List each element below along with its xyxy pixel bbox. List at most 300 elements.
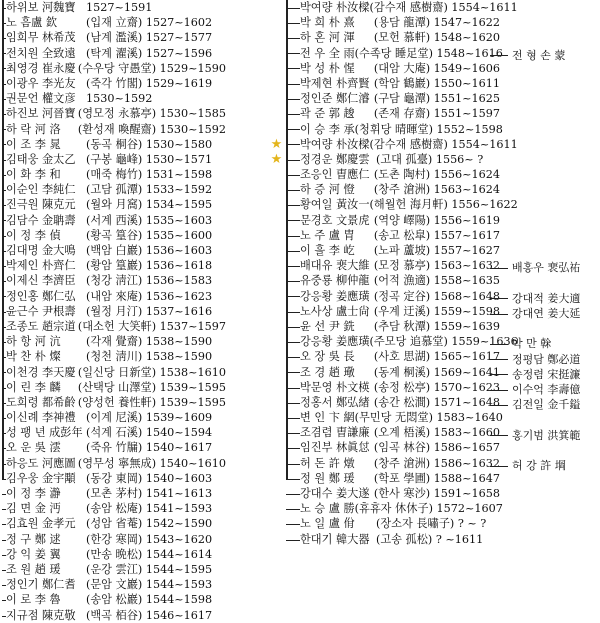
left-column-connector-tick <box>2 555 6 556</box>
left-column-entry <box>6 137 226 152</box>
right-column-entry-name: 정경운 鄭慶雲 <box>300 152 370 166</box>
left-column-entry-name: 하진보 河晉寶 <box>6 107 76 121</box>
right-column-connector-tick <box>286 388 300 389</box>
right-column-entry-name: 조겸렴 曺謙廉 <box>300 426 370 440</box>
left-column-connector-tick <box>2 38 6 39</box>
side-note-text: 강대적 姜大適 <box>512 291 581 305</box>
left-column-entry-info: (황곡 篁谷) 1535~1600 <box>86 228 213 242</box>
left-column-entry-info: (구봉 龜峰) 1530~1571 <box>86 152 213 166</box>
right-column-entry-info: (어적 漁適) 1558~1635 <box>373 274 500 288</box>
left-column-connector-tick <box>2 175 6 176</box>
right-column-entry-name: 강대수 姜大遂 <box>300 487 370 500</box>
right-column-entry-info: (동계 桐溪) 1569~1641 <box>373 365 500 379</box>
left-column-entry-info: (환성재 喚醒齋) 1530~1592 <box>77 122 226 136</box>
left-column-connector-tick <box>2 524 6 525</box>
right-column-entry <box>300 182 500 197</box>
right-column-entry <box>300 122 503 137</box>
left-column-entry <box>6 0 226 15</box>
left-column-entry-name: 김담수 金聃壽 <box>6 213 76 227</box>
left-column-entry <box>6 395 226 410</box>
side-note-text: 강대연 姜大延 <box>512 307 581 320</box>
right-column-entry <box>300 319 500 334</box>
side-note <box>490 47 565 63</box>
right-column-connector-tick <box>286 190 300 191</box>
left-column-entry-info: (송암 松庵) 1541~1593 <box>86 502 213 516</box>
right-column-entry-info: (감수재 感樹齋) 1554~1611 <box>369 137 518 151</box>
side-note <box>490 396 580 412</box>
right-column-entry <box>300 137 518 152</box>
right-column-connector-tick <box>286 281 300 282</box>
left-column-entry-name: 전치원 全致遠 <box>6 46 76 60</box>
left-column-connector-tick <box>2 84 6 85</box>
left-column-entry-name: 김우웅 金宇顒 <box>6 471 76 485</box>
side-note-connector <box>490 435 508 436</box>
side-note-connector <box>490 55 508 56</box>
right-column <box>300 0 518 547</box>
left-column-entry <box>6 410 226 425</box>
right-column-entry <box>300 395 500 410</box>
right-column-connector-tick <box>286 8 300 9</box>
side-note <box>490 290 580 306</box>
right-column-entry-name: 노사상 盧士尙 <box>300 304 370 318</box>
side-note-text: 전 형 손 蒙 <box>512 48 566 62</box>
right-column-connector-tick <box>286 418 300 419</box>
left-column-entry-name: 이제신 李濟臣 <box>6 274 76 288</box>
left-column-entry-info: (일신당 日新堂) 1538~1610 <box>77 365 226 379</box>
right-column-entry <box>300 0 518 15</box>
left-column-connector-tick <box>2 600 6 601</box>
right-column-connector-tick <box>286 23 300 24</box>
left-column-connector-tick <box>2 403 6 404</box>
right-column-connector-tick <box>286 357 300 358</box>
left-column-entry <box>6 182 226 197</box>
left-column-entry <box>6 425 226 440</box>
left-column-entry-info: (죽유 竹牖) 1540~1617 <box>86 441 213 455</box>
right-column-connector-tick <box>286 251 300 252</box>
left-column-entry-name: 최영경 崔永慶 <box>6 61 76 75</box>
left-column-entry <box>6 122 226 137</box>
right-column-entry <box>300 167 500 182</box>
side-note <box>490 457 566 473</box>
left-column-entry-info: (산택당 山澤堂) 1539~1595 <box>77 380 226 394</box>
side-note-connector <box>490 405 508 406</box>
left-column-entry <box>6 319 226 334</box>
right-column-entry-name: 문경호 文景虎 <box>300 213 370 227</box>
side-note-text: 이수억 李壽億 <box>512 383 581 396</box>
left-column-entry <box>6 258 226 273</box>
side-note <box>490 305 580 321</box>
side-note-text: 허 강 許 堈 <box>512 459 566 472</box>
right-column-entry-info: (임곡 林谷) 1586~1657 <box>373 441 500 455</box>
left-column-entry-name: 정인기 鄭仁耆 <box>6 578 76 592</box>
right-column-entry <box>300 334 518 349</box>
left-column-connector-tick <box>2 190 6 191</box>
left-column-entry-info: (양성헌 養性軒) 1539~1595 <box>77 395 226 409</box>
right-column-connector-tick <box>286 494 300 495</box>
right-column-entry-info: (모정 慕亭) 1563~1632 <box>373 259 500 273</box>
left-column-connector-tick <box>2 448 6 449</box>
left-column-entry-info: (송암 松巖) 1544~1598 <box>86 593 213 607</box>
right-column-entry-info: (학포 學圃) 1588~1647 <box>373 471 500 485</box>
side-note-connector <box>490 466 508 467</box>
side-note-connector <box>490 359 508 360</box>
left-column-connector-tick <box>2 53 6 54</box>
right-column-connector-tick <box>286 144 300 145</box>
left-column-connector-tick <box>2 570 6 571</box>
right-column-entry-name: 오 장 吳 長 <box>300 350 355 364</box>
left-column-entry-name: 조 원 趙 瑗 <box>6 562 61 576</box>
right-column-entry-name: 정 원 鄭 瑗 <box>300 471 355 485</box>
left-column-entry <box>6 516 226 531</box>
left-column-entry <box>6 91 226 106</box>
left-column-entry-name: 이 화 李 和 <box>6 168 61 182</box>
left-column-entry-name: 진극원 陳克元 <box>6 198 76 212</box>
left-column-entry-name: 박 찬 朴 燦 <box>6 350 61 364</box>
left-column-entry-info: (각재 覺齋) 1538~1590 <box>86 335 213 349</box>
right-column-entry-info: (우계 迂溪) 1559~1598 <box>373 304 500 318</box>
right-column-connector-tick <box>286 433 300 434</box>
right-column-entry <box>300 106 500 121</box>
right-column-entry-name: 박 희 朴 熹 <box>300 16 355 30</box>
right-column-entry-name: 박여량 朴汝樑 <box>300 1 370 14</box>
right-column-connector-tick <box>286 540 300 541</box>
right-column-entry-info: (역양 嶧陽) 1556~1619 <box>373 213 500 227</box>
right-column-entry <box>300 15 500 30</box>
left-column-entry <box>6 106 226 121</box>
right-column-connector-tick <box>286 84 300 85</box>
left-column-entry <box>6 547 226 562</box>
right-column-entry-info: (존재 存齋) 1551~1597 <box>373 107 500 121</box>
right-column-entry-name: 하 증 河 憕 <box>300 183 355 197</box>
left-column-entry-info: (고담 孤潭) 1533~1592 <box>86 183 213 197</box>
left-column-connector-tick <box>2 616 6 617</box>
left-column-entry-info: (성암 省菴) 1542~1590 <box>86 517 213 531</box>
left-column-entry <box>6 471 226 486</box>
right-column-entry-name: 조응인 曺應仁 <box>300 168 370 182</box>
left-column-entry-name: 하 락 河 洛 <box>6 122 61 136</box>
right-column-entry <box>300 91 500 106</box>
right-column-entry <box>300 30 500 45</box>
right-column-entry <box>300 304 500 319</box>
left-column-connector-tick <box>2 266 6 267</box>
left-column-entry-info: (탁계 濯溪) 1527~1596 <box>86 46 213 60</box>
left-column-entry-name: 박제인 朴齊仁 <box>6 259 76 273</box>
left-column-entry <box>6 167 226 182</box>
left-column-connector-tick <box>2 509 6 510</box>
left-column-connector-tick <box>2 585 6 586</box>
right-column-connector-tick <box>286 266 300 267</box>
left-column-entry-name: 이순인 李純仁 <box>6 183 76 197</box>
left-column-entry-name: 도희령 都希齡 <box>6 395 76 409</box>
side-note-connector <box>490 314 508 315</box>
left-column-connector-tick <box>2 357 6 358</box>
left-column-entry-name: 이 조 李 晁 <box>6 137 61 151</box>
right-column-entry-name: 노 주 盧 胄 <box>300 228 355 242</box>
left-column-entry-name: 지규점 陳克敬 <box>6 608 76 622</box>
right-column-entry-name: 곽 준 郭 䞭 <box>300 107 355 121</box>
right-column-entry-info: (추담 秋潭) 1559~1639 <box>373 319 500 333</box>
right-column-connector-tick <box>286 464 300 465</box>
right-column-entry-name: 이 흘 李 屹 <box>300 244 355 257</box>
right-column-connector-tick <box>286 175 300 176</box>
left-column-entry-info: (남계 濫溪) 1527~1577 <box>86 31 213 45</box>
left-column-connector-tick <box>2 220 6 221</box>
left-column-entry <box>6 440 226 455</box>
right-column-entry-info: (무민당 无悶堂) 1583~1640 <box>354 411 503 425</box>
left-column-entry <box>6 76 226 91</box>
right-column-entry-info: (송고 松皐) 1557~1617 <box>373 228 500 242</box>
left-column-connector-tick <box>2 372 6 373</box>
left-column-entry <box>6 61 226 76</box>
right-column-connector-tick <box>286 448 300 449</box>
right-column-entry <box>300 152 500 167</box>
left-column-entry-name: 강 익 姜 翼 <box>6 547 61 561</box>
right-column-entry <box>300 349 500 364</box>
left-column-connector-tick <box>2 68 6 69</box>
right-column-entry <box>300 516 500 531</box>
left-column-entry-info: (이계 尼溪) 1539~1609 <box>86 411 213 425</box>
right-column-connector-tick <box>286 327 300 328</box>
left-column-entry-name: 이 정 李 瀞 <box>6 487 61 500</box>
left-column-connector-tick <box>2 464 6 465</box>
left-column-connector-tick <box>2 296 6 297</box>
left-column-entry <box>6 30 226 45</box>
left-column-entry-name: 임희무 林希茂 <box>6 31 76 45</box>
left-column-entry-name: 성 팽 년 成彭年 <box>6 426 83 440</box>
left-column-connector-tick <box>2 160 6 161</box>
right-column-connector-tick <box>286 114 300 115</box>
right-column-entry-name: 임진부 林眞怤 <box>300 441 370 455</box>
right-column-entry <box>300 410 503 425</box>
left-column-entry <box>6 46 226 61</box>
left-column <box>6 0 226 623</box>
right-column-entry-name: 한대기 韓大器 <box>300 532 370 546</box>
side-note <box>490 351 580 367</box>
right-column-entry-name: 유중룡 柳仲龍 <box>300 274 370 288</box>
right-column-entry <box>300 486 500 501</box>
left-column-connector-tick <box>2 99 6 100</box>
right-column-connector-tick <box>286 236 300 237</box>
left-column-connector-tick <box>2 327 6 328</box>
right-trunk-line <box>286 0 288 480</box>
side-note-connector <box>490 374 508 375</box>
right-column-entry <box>300 46 503 61</box>
left-column-entry-info: (운강 雲江) 1544~1595 <box>86 562 213 576</box>
right-column-entry-info: (감수재 感樹齋) 1554~1611 <box>369 1 518 14</box>
right-column-entry-info: (정곡 定谷) 1568~1648 <box>373 289 500 303</box>
left-column-connector-tick <box>2 418 6 419</box>
right-column-connector-tick <box>286 129 300 130</box>
left-column-entry <box>6 365 226 380</box>
right-column-entry-info: (청휘당 晴暉堂) 1552~1598 <box>354 122 503 136</box>
right-column-entry-name: 박여량 朴汝樑 <box>300 137 370 151</box>
left-column-connector-tick <box>2 205 6 206</box>
left-column-connector-tick <box>2 236 6 237</box>
left-column-entry <box>6 608 226 623</box>
side-note-text: 배홍우 裵弘祐 <box>512 261 581 275</box>
side-note-text: 정평담 鄭必道 <box>512 352 581 366</box>
left-column-entry-name: 오 운 吳 澐 <box>6 441 61 455</box>
side-note <box>490 335 551 351</box>
right-column-connector-tick <box>286 68 300 69</box>
right-column-connector-tick <box>286 99 300 100</box>
side-note-text: 김전일 金千鎰 <box>512 398 581 412</box>
left-column-connector-tick <box>2 342 6 343</box>
right-column-entry-name: 박문영 朴文楧 <box>300 380 370 394</box>
left-column-connector-tick <box>2 23 6 24</box>
side-note-text: 홍기범 洪箕範 <box>512 428 581 442</box>
side-note <box>490 381 580 397</box>
left-column-entry-info: 1527~1591 <box>86 1 153 14</box>
left-column-entry-name: 이 로 李 魯 <box>6 593 61 607</box>
star-icon: ★ <box>270 152 283 167</box>
right-column-connector-tick <box>286 205 300 206</box>
left-column-connector-tick <box>2 540 6 541</box>
left-column-entry <box>6 562 226 577</box>
left-column-entry-info: (백암 白巖) 1536~1603 <box>86 244 213 257</box>
left-column-entry-name: 이신례 李神禮 <box>6 411 76 425</box>
left-column-entry-info: (매죽 梅竹) 1531~1598 <box>86 168 213 182</box>
right-column-entry-info: (대암 大庵) 1549~1606 <box>373 61 500 75</box>
left-column-entry-name: 김 면 金 沔 <box>6 502 61 516</box>
right-column-entry-info: (구담 龜潭) 1551~1625 <box>373 92 500 106</box>
side-note-connector <box>490 268 508 269</box>
left-column-entry-info: (동강 東岡) 1540~1603 <box>86 471 213 485</box>
left-column-entry-info: (수우당 守愚堂) 1529~1590 <box>77 61 226 75</box>
right-column-entry-info: (모헌 慕軒) 1548~1620 <box>373 31 500 45</box>
left-column-entry <box>6 532 226 547</box>
left-column-entry-name: 이천경 李天慶 <box>6 365 76 379</box>
right-column-entry-name: 강응황 姜應璜 <box>300 289 370 303</box>
left-column-entry <box>6 289 226 304</box>
right-column-entry-info: (고대 孤臺) 1556~ ? <box>376 152 484 166</box>
left-column-entry <box>6 15 226 30</box>
left-column-connector-tick <box>2 433 6 434</box>
left-column-entry-name: 윤근수 尹根壽 <box>6 304 76 318</box>
left-column-entry-info: (황암 篁巖) 1536~1618 <box>86 259 213 273</box>
right-column-connector-tick <box>286 53 300 54</box>
right-column-entry-info: (휴휴자 休休子) 1572~1607 <box>354 502 503 516</box>
right-column-entry-info: (한사 寒沙) 1591~1658 <box>373 487 500 500</box>
right-column-entry-name: 노 일 盧 佾 <box>300 517 355 531</box>
side-note <box>490 366 580 382</box>
left-column-connector-tick <box>2 479 6 480</box>
right-column-entry <box>300 440 500 455</box>
left-column-entry-name: 권문언 權文彦 <box>6 92 76 106</box>
right-column-entry-name: 정인준 鄭仁濬 <box>300 92 370 106</box>
right-column-entry <box>300 365 500 380</box>
left-column-entry-info: (석계 石溪) 1540~1594 <box>86 426 213 440</box>
star-icon: ★ <box>270 136 283 152</box>
right-column-entry-name: 조 경 趙 璥 <box>300 365 355 379</box>
left-column-entry-name: 이 정 李 偵 <box>6 228 61 242</box>
side-note-connector <box>490 298 508 299</box>
right-column-entry <box>300 197 518 212</box>
left-column-entry-name: 김효원 金孝元 <box>6 517 76 531</box>
right-column-entry-name: 정홍서 鄭弘緖 <box>300 395 370 409</box>
left-column-entry-name: 하응도 河應圖 <box>6 456 76 470</box>
right-column-connector-tick <box>286 524 300 525</box>
left-trunk-line <box>2 0 4 480</box>
right-column-entry <box>300 76 500 91</box>
right-column-entry <box>300 258 500 273</box>
right-column-entry-info: (해월헌 海月軒) 1556~1622 <box>369 198 518 212</box>
left-column-entry <box>6 501 226 516</box>
left-column-entry <box>6 592 226 607</box>
right-column-entry-info: (송정 松亭) 1570~1623 <box>373 380 500 394</box>
left-column-entry-name: 김대명 金大鳴 <box>6 244 76 257</box>
left-column-entry-info: (만송 晩松) 1544~1614 <box>86 547 213 561</box>
right-column-entry-name: 박 성 朴 惺 <box>300 61 355 75</box>
right-column-entry <box>300 456 500 471</box>
left-column-entry-info: (백곡 栢谷) 1546~1617 <box>86 608 213 622</box>
left-column-connector-tick <box>2 494 6 495</box>
right-column-connector-tick <box>286 38 300 39</box>
left-column-entry-info: (한강 寒岡) 1543~1620 <box>86 532 213 546</box>
left-column-entry-info: (동곡 桐谷) 1530~1580 <box>86 137 213 151</box>
left-column-entry <box>6 273 226 288</box>
left-column-entry-name: 정 구 鄭 逑 <box>6 532 61 546</box>
right-column-entry-info: (도촌 陶村) 1556~1624 <box>373 168 500 182</box>
right-column-entry <box>300 228 500 243</box>
right-column-connector-tick <box>286 509 300 510</box>
right-column-entry-name: 윤 선 尹 銑 <box>300 319 355 333</box>
right-column-entry-name: 노 승 盧 勝 <box>300 502 355 516</box>
right-column-entry-name: 하 혼 河 渾 <box>300 31 355 45</box>
left-column-entry <box>6 334 226 349</box>
left-column-connector-tick <box>2 281 6 282</box>
left-column-entry-info: (청천 淸川) 1538~1590 <box>86 350 213 364</box>
left-column-connector-tick <box>2 114 6 115</box>
right-column-entry <box>300 289 500 304</box>
left-column-connector-tick <box>2 144 6 145</box>
left-column-entry-info: 1530~1592 <box>86 92 153 106</box>
left-column-entry-name: 이 린 李 麟 <box>6 380 61 394</box>
left-column-entry-info: (입재 立齋) 1527~1602 <box>86 16 213 30</box>
left-column-connector-tick <box>2 129 6 130</box>
right-column-entry-info: (주모당 追慕堂) 1559~1636 <box>369 335 518 349</box>
right-column-entry-name: 이 승 李 承 <box>300 122 355 136</box>
left-column-entry-name: 하위보 河魏寶 <box>6 1 76 14</box>
left-column-entry <box>6 213 226 228</box>
right-column-entry-name: 강응황 姜應璜 <box>300 335 370 349</box>
right-column-connector-tick <box>286 372 300 373</box>
right-column-connector-tick <box>286 296 300 297</box>
left-column-entry-info: (월와 月窩) 1534~1595 <box>86 198 213 212</box>
right-column-entry-info: (학암 鶴巖) 1550~1611 <box>373 76 500 90</box>
right-column-entry <box>300 213 500 228</box>
right-column-entry-info: (용담 龍潭) 1547~1622 <box>373 16 500 30</box>
left-column-connector-tick <box>2 251 6 252</box>
left-column-entry-info: (대소헌 大笑軒) 1537~1597 <box>77 319 226 333</box>
side-note <box>490 427 580 443</box>
left-column-entry-name: 하 항 河 沆 <box>6 335 61 349</box>
right-column-entry <box>300 501 503 516</box>
left-column-entry-info: (모촌 茅村) 1541~1613 <box>86 487 213 500</box>
right-column-connector-tick <box>286 312 300 313</box>
left-column-entry-name: 이광우 李光友 <box>6 76 76 90</box>
left-column-entry-info: (서계 西溪) 1535~1603 <box>86 213 213 227</box>
right-column-entry-info: (송간 松澗) 1571~1648 <box>373 395 500 409</box>
left-column-entry-name: 노 흠盧 欽 <box>6 16 58 30</box>
right-column-entry-info: (창주 滄洲) 1563~1624 <box>373 183 500 197</box>
left-column-entry <box>6 349 226 364</box>
left-column-entry-name: 정인홍 鄭仁弘 <box>6 289 76 303</box>
right-column-entry <box>300 425 500 440</box>
left-column-entry-name: 조종도 趙宗道 <box>6 319 76 333</box>
right-column-entry-name: 허 돈 許 燉 <box>300 456 355 470</box>
right-column-entry <box>300 380 500 395</box>
